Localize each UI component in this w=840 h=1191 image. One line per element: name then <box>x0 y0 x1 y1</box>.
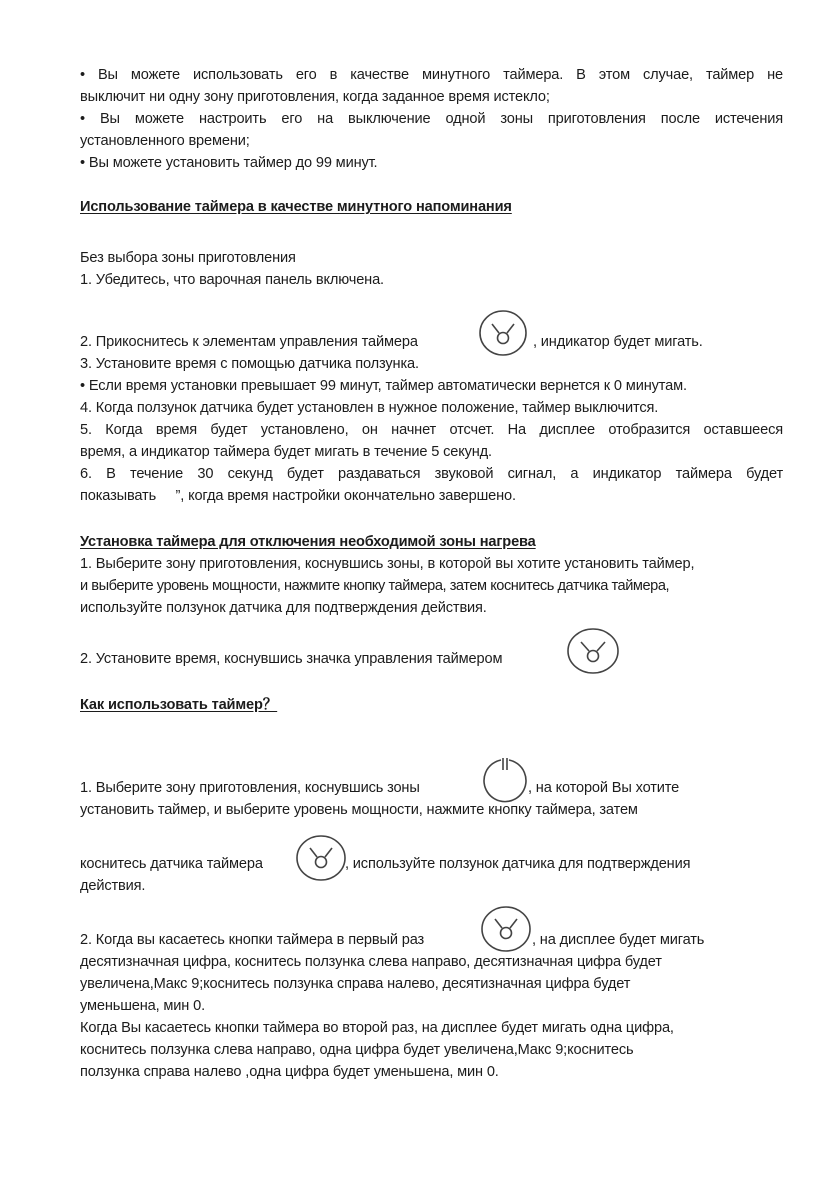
step-6-line2: показывать ”, когда время настройки окончательно завершено. <box>80 488 516 504</box>
section3-step-1-line2: установить таймер, и выберите уровень мощности, нажмите кнопку таймера, затем <box>80 802 638 818</box>
second-touch-line2: коснитесь ползунка слева направо, одна цифра будет увеличена,Макс 9;коснитесь <box>80 1042 634 1058</box>
section3-step-1-text-after: , на которой Вы хотите <box>528 780 680 796</box>
timer-icon <box>566 627 620 679</box>
second-touch-line1: Когда Вы касаетесь кнопки таймера во второй раз, на дисплее будет мигать одна цифра, <box>80 1020 674 1036</box>
step-6-line1: 6. В течение 30 секунд будет раздаваться звуковой сигнал, а индикатор таймера будет <box>80 466 783 482</box>
section2-step-2: 2. Установите время, коснувшись значка управления таймером <box>80 651 503 667</box>
step-2-text-before: 2. Прикоснитесь к элементам управления таймера <box>80 334 418 350</box>
section3-step-1-line3-after: , используйте ползунок датчика для подтверждения <box>345 856 691 872</box>
step-2-text-after: , индикатор будет мигать. <box>533 334 703 350</box>
section-heading-minute-reminder: Использование таймера в качестве минутного напоминания <box>80 199 512 215</box>
section3-step-1-line4: действия. <box>80 878 146 894</box>
section3-step-2-line3: увеличена,Макс 9;коснитесь ползунка справа налево, десятизначная цифра будет <box>80 976 631 992</box>
bullet-zone-off-line2: установленного времени; <box>80 133 250 149</box>
subheading-no-zone: Без выбора зоны приготовления <box>80 250 296 266</box>
section3-step-1-line3-before: коснитесь датчика таймера <box>80 856 263 872</box>
second-touch-line3: ползунка справа налево ,одна цифра будет уменьшена, мин 0. <box>80 1064 499 1080</box>
section3-step-2-line2: десятизначная цифра, коснитесь ползунка слева направо, десятизначная цифра будет <box>80 954 662 970</box>
bullet-minute-timer-line1: • Вы можете использовать его в качестве минутного таймера. В этом случае, таймер не <box>80 67 783 83</box>
section2-step-1-line1: 1. Выберите зону приготовления, коснувшись зоны, в которой вы хотите установить таймер, <box>80 556 695 572</box>
section-heading-how-to-use: Как использовать таймер？ <box>80 697 278 713</box>
bullet-over-99: • Если время установки превышает 99 минут, таймер автоматически вернется к 0 минутам. <box>80 378 687 394</box>
section3-step-1-text-before: 1. Выберите зону приготовления, коснувшись зоны <box>80 780 420 796</box>
step-4-slider-position: 4. Когда ползунок датчика будет установлен в нужное положение, таймер выключится. <box>80 400 659 416</box>
section3-step-2-text-before: 2. Когда вы касаетесь кнопки таймера в первый раз <box>80 932 425 948</box>
bullet-99-minutes: • Вы можете установить таймер до 99 минут. <box>80 155 378 171</box>
section2-step-1-line3: используйте ползунок датчика для подтверждения действия. <box>80 600 487 616</box>
section-heading-zone-timer: Установка таймера для отключения необходимой зоны нагрева <box>80 534 536 550</box>
bullet-zone-off-line1: • Вы можете настроить его на выключение одной зоны приготовления после истечения <box>80 111 783 127</box>
step-1-hob-on: 1. Убедитесь, что варочная панель включена. <box>80 272 384 288</box>
bullet-minute-timer-line2: выключит ни одну зону приготовления, когда заданное время истекло; <box>80 89 550 105</box>
section3-step-2-text-after: , на дисплее будет мигать <box>532 932 705 948</box>
step-5-line2: время, а индикатор таймера будет мигать в течение 5 секунд. <box>80 444 492 460</box>
step-3-slider: 3. Установите время с помощью датчика ползунка. <box>80 356 419 372</box>
step-5-line1: 5. Когда время будет установлено, он начнет отсчет. На дисплее отобразится оставшееся <box>80 422 783 438</box>
section3-step-2-line4: уменьшена, мин 0. <box>80 998 205 1014</box>
intro-bullets <box>80 64 783 174</box>
section2-step-1-line2: и выберите уровень мощности, нажмите кнопку таймера, затем коснитесь датчика таймера, <box>80 578 670 594</box>
timer-icon <box>480 905 532 957</box>
